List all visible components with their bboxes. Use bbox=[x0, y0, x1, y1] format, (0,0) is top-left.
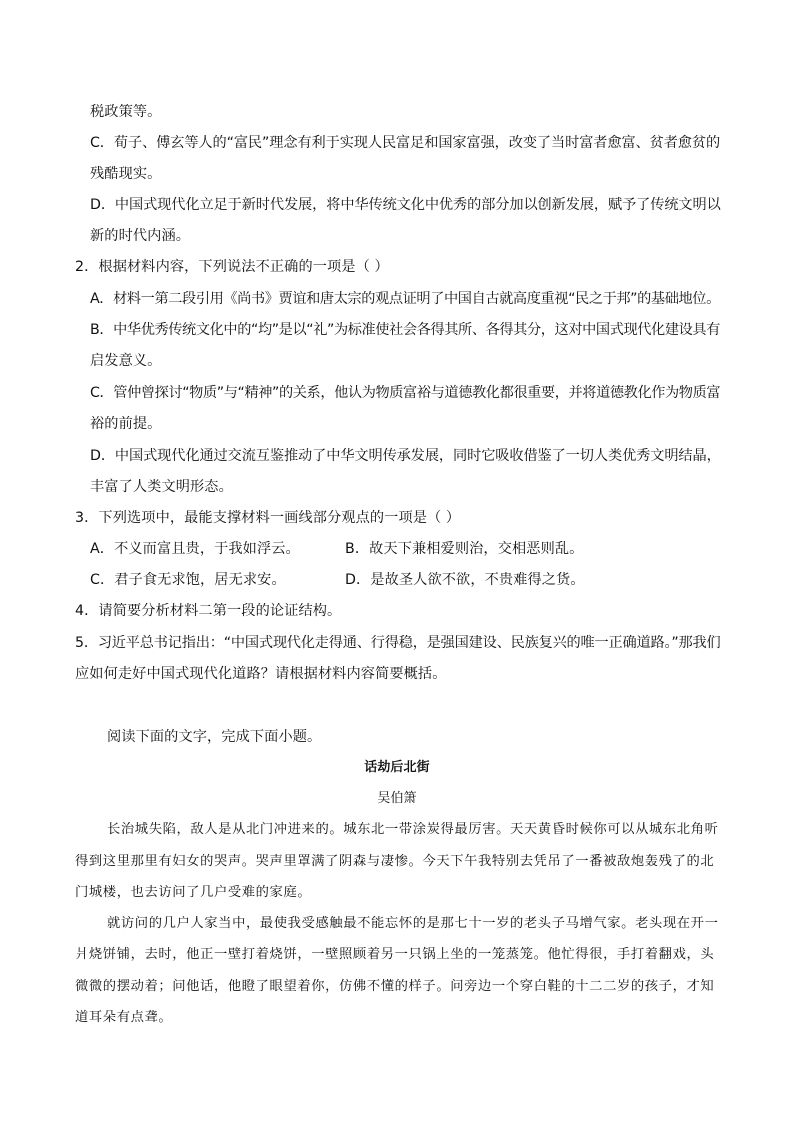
q2-option-b-line2: 启发意义。 bbox=[90, 353, 162, 369]
passage-para2-line2: 爿烧饼铺，去时，他正一壁打着烧饼，一壁照顾着另一只锅上坐的一笼蒸笼。他忙得很，手打着翻戏，头 bbox=[75, 947, 715, 962]
q1-option-d-line1: D．中国式现代化立足于新时代发展，将中华传统文化中优秀的部分加以创新发展，赋予了传统文明以 bbox=[90, 197, 721, 213]
passage-author: 吴伯箫 bbox=[377, 791, 417, 806]
q2-option-b-line1: B．中华优秀传统文化中的“均”是以“礼”为标准使社会各得其所、各得其分，这对中国式现代化建设具有 bbox=[90, 322, 720, 338]
q3-option-b: B．故天下兼相爱则治，交相恶则乱。 bbox=[345, 541, 584, 557]
reading-instruction: 阅读下面的文字，完成下面小题。 bbox=[107, 729, 322, 745]
q2-option-d-line2: 丰富了人类文明形态。 bbox=[90, 479, 233, 495]
q1-tail: 税政策等。 bbox=[90, 104, 162, 120]
q3-option-c: C．君子食无求饱，居无求安。 bbox=[90, 572, 286, 588]
q2-option-c-line1: C．管仲曾探讨“物质”与“精神”的关系，他认为物质富裕与道德教化都很重要，并将道德教化作为物质富 bbox=[90, 385, 721, 401]
q5-stem-line2: 应如何走好中国式现代化道路？请根据材料内容简要概括。 bbox=[75, 666, 447, 682]
q1-option-c-line1: C．荀子、傅玄等人的“富民”理念有利于实现人民富足和国家富强，改变了当时富者愈富、贫者愈贫的 bbox=[90, 135, 721, 151]
q1-option-c-line2: 残酷现实。 bbox=[90, 166, 162, 182]
q2-option-a: A．材料一第二段引用《尚书》贾谊和唐太宗的观点证明了中国自古就高度重视“民之于邦”的基础地位。 bbox=[90, 291, 720, 307]
q2-option-d-line1: D．中国式现代化通过交流互鉴推动了中华文明传承发展，同时它吸收借鉴了一切人类优秀文明结晶， bbox=[90, 448, 721, 464]
q2-stem: 2．根据材料内容，下列说法不正确的一项是（ ） bbox=[75, 259, 389, 275]
passage-para1-line1: 长治城失陷，敌人是从北门冲进来的。城东北一带涂炭得最厉害。天天黄昏时候你可以从城东北角听 bbox=[107, 822, 719, 837]
passage-para2-line4: 道耳朵有点聋。 bbox=[75, 1010, 173, 1025]
passage-para2-line1: 就访问的几户人家当中，最使我受感触最不能忘怀的是那七十一岁的老头子马增气家。老头现在开一 bbox=[107, 916, 719, 931]
q2-option-c-line2: 裕的前提。 bbox=[90, 416, 162, 432]
q4-stem: 4．请简要分析材料二第一段的论证结构。 bbox=[75, 603, 342, 619]
q3-option-d: D．是故圣人欲不欲，不贵难得之货。 bbox=[345, 572, 585, 588]
passage-para1-line2: 得到这里那里有妇女的哭声。哭声里罩满了阴森与凄惨。今天下午我特别去凭吊了一番被敌炮轰残了的北 bbox=[75, 854, 715, 869]
q3-option-a: A．不义而富且贵，于我如浮云。 bbox=[90, 541, 300, 557]
q3-stem: 3．下列选项中，最能支撑材料一画线部分观点的一项是（ ） bbox=[75, 510, 461, 526]
passage-para1-line3: 门城楼，也去访问了几户受难的家庭。 bbox=[75, 885, 312, 900]
q1-option-d-line2: 新的时代内涵。 bbox=[90, 228, 191, 244]
q5-stem-line1: 5．习近平总书记指出：“中国式现代化走得通、行得稳，是强国建设、民族复兴的唯一正确道路。”那我们 bbox=[75, 635, 721, 651]
passage-para2-line3: 微微的摆动着；问他话，他瞪了眼望着你，仿佛不懂的样子。问旁边一个穿白鞋的十二二岁的孩子，才知 bbox=[75, 979, 715, 994]
passage-title: 话劫后北街 bbox=[364, 760, 430, 775]
